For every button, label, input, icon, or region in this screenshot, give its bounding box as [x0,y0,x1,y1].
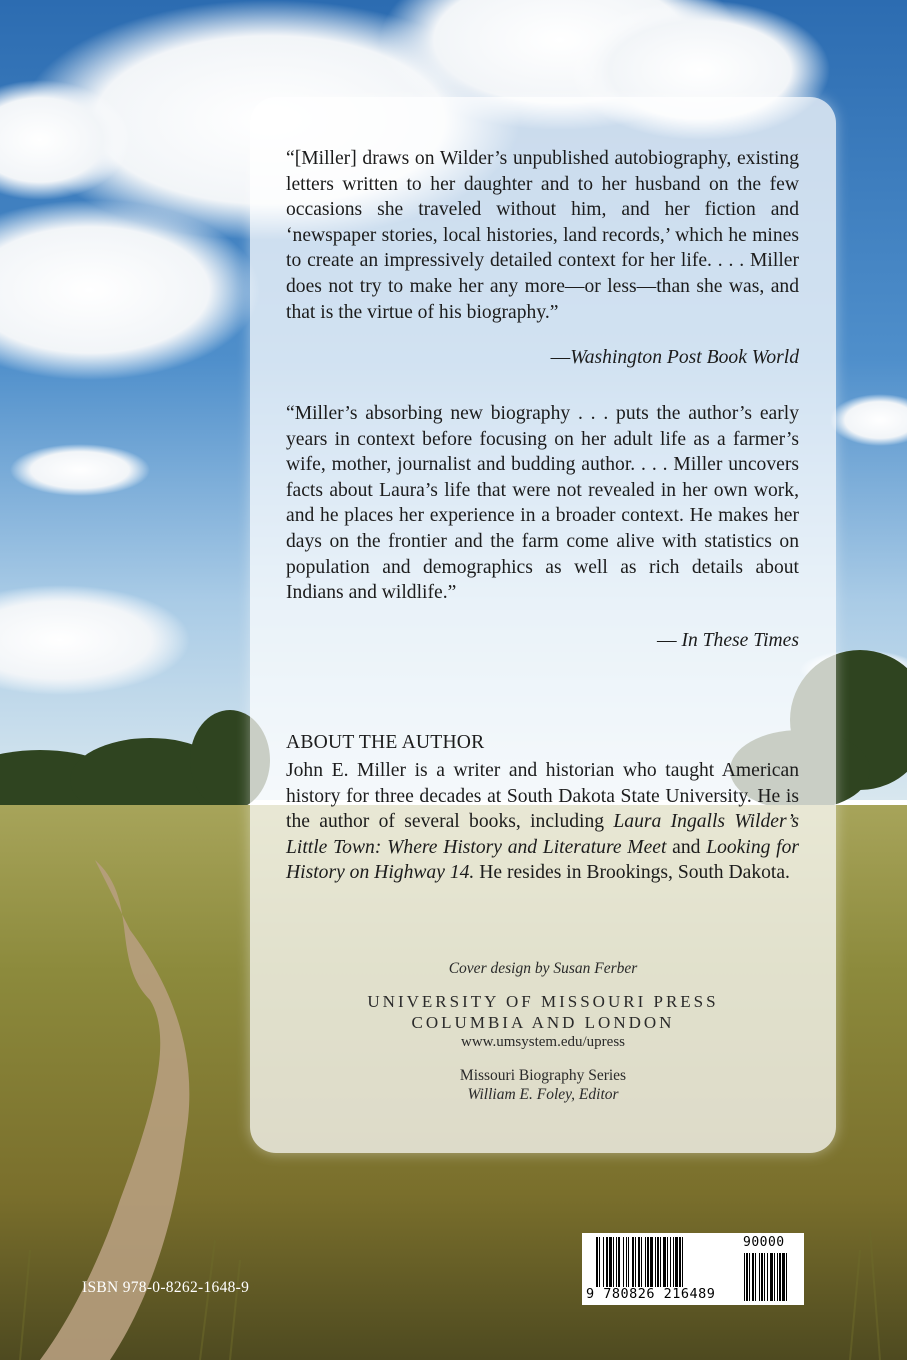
barcode-addon: 90000 [743,1235,785,1250]
isbn-label: ISBN 978-0-8262-1648-9 [82,1279,250,1296]
review-attribution-1 [551,347,799,369]
about-author-text [286,758,799,886]
review-attribution-2 [657,630,799,652]
barcode-number: 9 780826 216489 [586,1286,716,1302]
attribution-source-2: In These Times [681,630,799,651]
book-title-1: Laura Ingalls Wilder’s Little Town: Where History and Literature Meet [286,811,799,858]
publisher-website: www.umsystem.edu/upress [460,1034,625,1050]
publisher-name: UNIVERSITY OF MISSOURI PRESS [367,992,719,1011]
review-quote-1: “[Miller] draws on Wilder’s unpublished autobiography, existing letters written to her daughter and to her husband on the few occasions she traveled without him, and her fiction and ‘newspaper stories, local histories, land records,’ which he mines to create an impressively detailed context for her life. . . . Miller does not try to make her any more—or less—than she was, and that is the virtue of his biography.” [286,148,799,323]
series-editor: William E. Foley, Editor [467,1086,619,1103]
barcode [582,1233,804,1305]
publisher-location: COLUMBIA AND LONDON [411,1013,675,1032]
series-name: Missouri Biography Series [459,1067,627,1084]
about-author-heading: ABOUT THE AUTHOR [286,732,485,753]
attribution-dash-1: — [550,347,571,368]
about-and: and [666,836,707,858]
about-outro: He resides in Brookings, South Dakota. [474,862,790,884]
book-title-2: Looking for History on Highway 14. [286,836,799,884]
about-intro: John E. Miller is a writer and historian who taught American history for three decades at South Dakota State University. He is the author of several books, including [286,760,799,833]
cover-design-credit: Cover design by Susan Ferber [448,960,638,977]
attribution-source-1: Washington Post Book World [570,347,799,368]
review-quote-2: “Miller’s absorbing new biography . . . puts the author’s early years in context before focusing on her adult life as a farmer’s wife, mother, journalist and budding author. . . . Miller uncovers facts about Laura’s life that were not revealed in her own work, and he places her experience in a broader context. He makes her days on the frontier and the farm come alive with statistics on population and demographics as well as rich details about Indians and wildlife.” [286,403,799,604]
attribution-dash-2: — [656,630,682,651]
